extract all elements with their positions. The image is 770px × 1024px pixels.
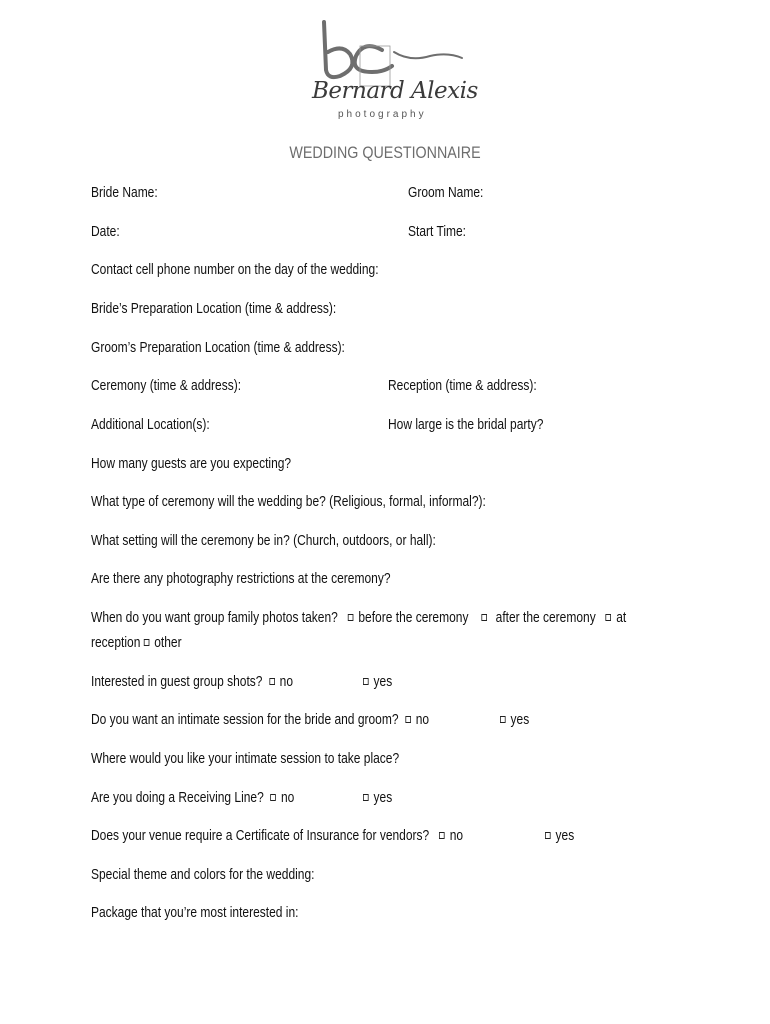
receiving-line-no-label: no (281, 789, 295, 806)
intimate-location-label: Where would you like your intimate session to take place? (91, 750, 400, 767)
insurance-yes-checkbox[interactable] (545, 832, 551, 839)
at-option: at (616, 609, 627, 626)
intimate-yes-checkbox[interactable] (500, 716, 506, 723)
guest-group-yes-option (363, 673, 392, 690)
guests-label: How many guests are you expecting? (91, 455, 292, 472)
insurance-label: Does your venue require a Certificate of Insurance for vendors? (91, 827, 430, 844)
package-label: Package that you’re most interested in: (91, 904, 299, 921)
receiving-line-yes-option (363, 789, 392, 806)
photo-restrictions-label: Are there any photography restrictions at the ceremony? (91, 570, 391, 587)
guest-group-label: Interested in guest group shots? (91, 673, 263, 690)
intimate-session-label: Do you want an intimate session for the bride and groom? (91, 711, 399, 728)
insurance-no-label: no (449, 827, 464, 844)
bridal-party-label: How large is the bridal party? (388, 416, 544, 433)
after-ceremony-option: after the ceremony (495, 609, 596, 626)
intimate-yes-label: yes (510, 711, 530, 728)
brand-name: Bernard Alexis (312, 78, 478, 104)
before-ceremony-checkbox[interactable] (348, 614, 354, 621)
after-ceremony-checkbox[interactable] (482, 614, 488, 621)
insurance-question (91, 827, 463, 844)
bride-name-label: Bride Name: (91, 184, 158, 201)
insurance-no-checkbox[interactable] (439, 832, 445, 839)
guest-group-yes-checkbox[interactable] (363, 678, 369, 685)
reception-option: reception (91, 634, 141, 651)
date-label: Date: (91, 223, 120, 240)
intimate-no-checkbox[interactable] (405, 716, 411, 723)
intimate-no-label: no (415, 711, 430, 728)
other-option: other (154, 634, 182, 651)
brand-logo (300, 18, 478, 123)
intimate-session-question (91, 711, 429, 728)
receiving-line-label: Are you doing a Receiving Line? (91, 789, 264, 806)
start-time-label: Start Time: (408, 223, 467, 240)
receiving-line-yes-label: yes (373, 789, 393, 806)
intimate-yes-option (500, 711, 529, 728)
at-reception-checkbox[interactable] (606, 614, 612, 621)
receiving-line-question (91, 789, 294, 806)
family-photos-row-continued (91, 634, 182, 651)
insurance-yes-option (545, 827, 574, 844)
guest-group-no-checkbox[interactable] (269, 678, 275, 685)
page-title: WEDDING QUESTIONNAIRE (289, 143, 481, 162)
guest-group-no-label: no (279, 673, 294, 690)
contact-phone-label: Contact cell phone number on the day of the wedding: (91, 261, 379, 278)
guest-group-question (91, 673, 293, 690)
receiving-line-yes-checkbox[interactable] (363, 794, 369, 801)
theme-colors-label: Special theme and colors for the wedding: (91, 866, 315, 883)
receiving-line-no-checkbox[interactable] (270, 794, 276, 801)
guest-group-yes-label: yes (373, 673, 393, 690)
family-photos-row (91, 609, 626, 626)
ceremony-setting-label: What setting will the ceremony be in? (Church, outdoors, or hall): (91, 532, 436, 549)
additional-locations-label: Additional Location(s): (91, 416, 210, 433)
other-checkbox[interactable] (144, 639, 150, 646)
family-photos-question: When do you want group family photos taken? (91, 609, 338, 626)
insurance-yes-label: yes (555, 827, 575, 844)
ceremony-type-label: What type of ceremony will the wedding be? (Religious, formal, informal?): (91, 493, 486, 510)
ceremony-label: Ceremony (time & address): (91, 377, 242, 394)
before-ceremony-option: before the ceremony (358, 609, 469, 626)
groom-name-label: Groom Name: (408, 184, 484, 201)
brand-tagline: photography (338, 109, 427, 120)
bride-prep-label: Bride’s Preparation Location (time & address): (91, 300, 337, 317)
groom-prep-label: Groom’s Preparation Location (time & address): (91, 339, 345, 356)
reception-label: Reception (time & address): (388, 377, 537, 394)
